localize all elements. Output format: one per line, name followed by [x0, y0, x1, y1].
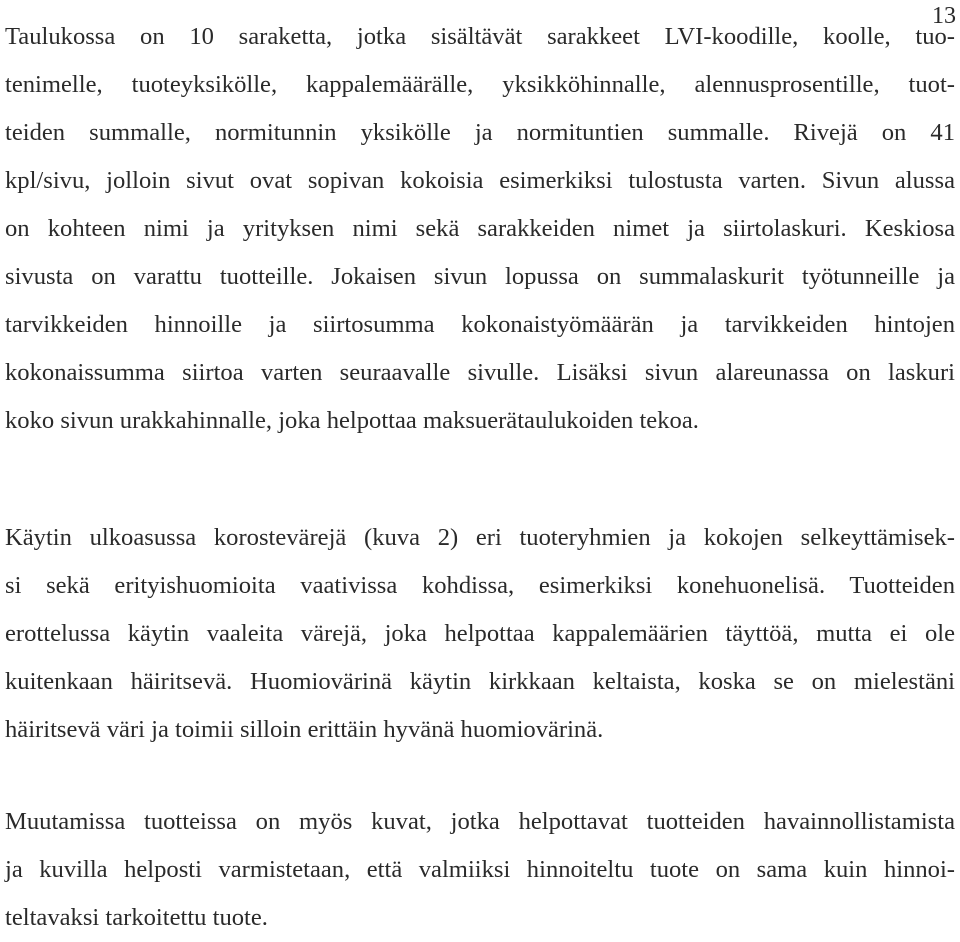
- text-line: teiden summalle, normitunnin yksikölle ja normituntien summalle. Rivejä on 41: [5, 119, 955, 146]
- body-paragraph-3: [5, 798, 955, 942]
- text-line: on kohteen nimi ja yrityksen nimi sekä sarakkeiden nimet ja siirtolaskuri. Keskiosa: [5, 215, 955, 242]
- body-paragraph-1: [5, 13, 955, 445]
- text-line: Taulukossa on 10 saraketta, jotka sisältävät sarakkeet LVI-koodille, koolle, tuo-: [5, 23, 955, 50]
- text-line: sivusta on varattu tuotteille. Jokaisen sivun lopussa on summalaskurit työtunneille ja: [5, 263, 955, 290]
- text-line: kuitenkaan häiritsevä. Huomiovärinä käytin kirkkaan keltaista, koska se on mielestäni: [5, 668, 955, 695]
- text-line: teltavaksi tarkoitettu tuote.: [5, 904, 268, 931]
- text-line: kpl/sivu, jolloin sivut ovat sopivan kokoisia esimerkiksi tulostusta varten. Sivun alussa: [5, 167, 955, 194]
- text-line: erottelussa käytin vaaleita värejä, joka helpottaa kappalemäärien täyttöä, mutta ei ole: [5, 620, 955, 647]
- text-line: si sekä erityishuomioita vaativissa kohdissa, esimerkiksi konehuonelisä. Tuotteiden: [5, 572, 955, 599]
- text-line: tarvikkeiden hinnoille ja siirtosumma kokonaistyömäärän ja tarvikkeiden hintojen: [5, 311, 955, 338]
- text-line: häiritsevä väri ja toimii silloin erittäin hyvänä huomiovärinä.: [5, 716, 604, 743]
- body-paragraph-2: [5, 514, 955, 754]
- text-line: ja kuvilla helposti varmistetaan, että valmiiksi hinnoiteltu tuote on sama kuin hinnoi-: [5, 856, 955, 883]
- text-line: Muutamissa tuotteissa on myös kuvat, jotka helpottavat tuotteiden havainnollistamista: [5, 808, 955, 835]
- text-line: kokonaissumma siirtoa varten seuraavalle sivulle. Lisäksi sivun alareunassa on laskuri: [5, 359, 955, 386]
- text-line: koko sivun urakkahinnalle, joka helpottaa maksuerätaulukoiden tekoa.: [5, 407, 699, 434]
- page-number: 13: [932, 3, 956, 29]
- text-line: Käytin ulkoasussa korostevärejä (kuva 2) eri tuoteryhmien ja kokojen selkeyttämisek-: [5, 524, 955, 551]
- text-line: tenimelle, tuoteyksikölle, kappalemäärälle, yksikköhinnalle, alennusprosentille, tuot-: [5, 71, 955, 98]
